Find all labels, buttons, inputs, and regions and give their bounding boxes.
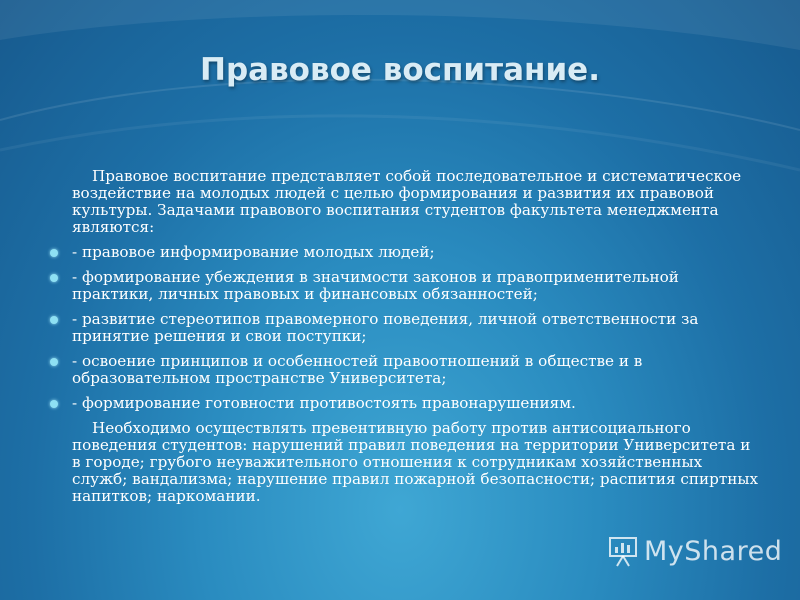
list-item: - освоение принципов и особенностей правоотношений в обществе и в образовательном пространстве Университета; bbox=[48, 353, 760, 387]
list-item: - формирование убеждения в значимости законов и правоприменительной практики, личных правовых и финансовых обязанностей; bbox=[48, 269, 760, 303]
bullet-icon bbox=[50, 400, 58, 408]
watermark-text: MyShared bbox=[644, 535, 783, 567]
intro-paragraph: Правовое воспитание представляет собой последовательное и систематическое воздействие на молодых людей с целью формирования и развития их правовой культуры. Задачами правового воспитания студентов факультета менеджмента являются: bbox=[72, 167, 742, 236]
slide-title: Правовое воспитание. bbox=[200, 52, 600, 88]
bullet-icon bbox=[50, 274, 58, 282]
bullet-icon bbox=[50, 249, 58, 257]
bullet-icon bbox=[50, 316, 58, 324]
list-item: - развитие стереотипов правомерного поведения, личной ответственности за принятие решения и свои поступки; bbox=[48, 311, 760, 345]
closing-paragraph: Необходимо осуществлять превентивную работу против антисоциального поведения студентов: нарушений правил поведения на территории Университета и в городе; грубого неуважительного отношения к сотрудникам хозяйственных служб; вандализма; нарушение правил пожарной безопасности; распития спиртных напитков; наркомании. bbox=[72, 419, 759, 505]
task-list bbox=[48, 244, 760, 412]
watermark bbox=[608, 534, 782, 568]
list-item: - правовое информирование молодых людей; bbox=[48, 244, 760, 261]
presentation-board-icon bbox=[608, 534, 638, 568]
list-item: - формирование готовности противостоять правонарушениям. bbox=[48, 395, 760, 412]
slide-body bbox=[48, 168, 760, 513]
bullet-icon bbox=[50, 358, 58, 366]
